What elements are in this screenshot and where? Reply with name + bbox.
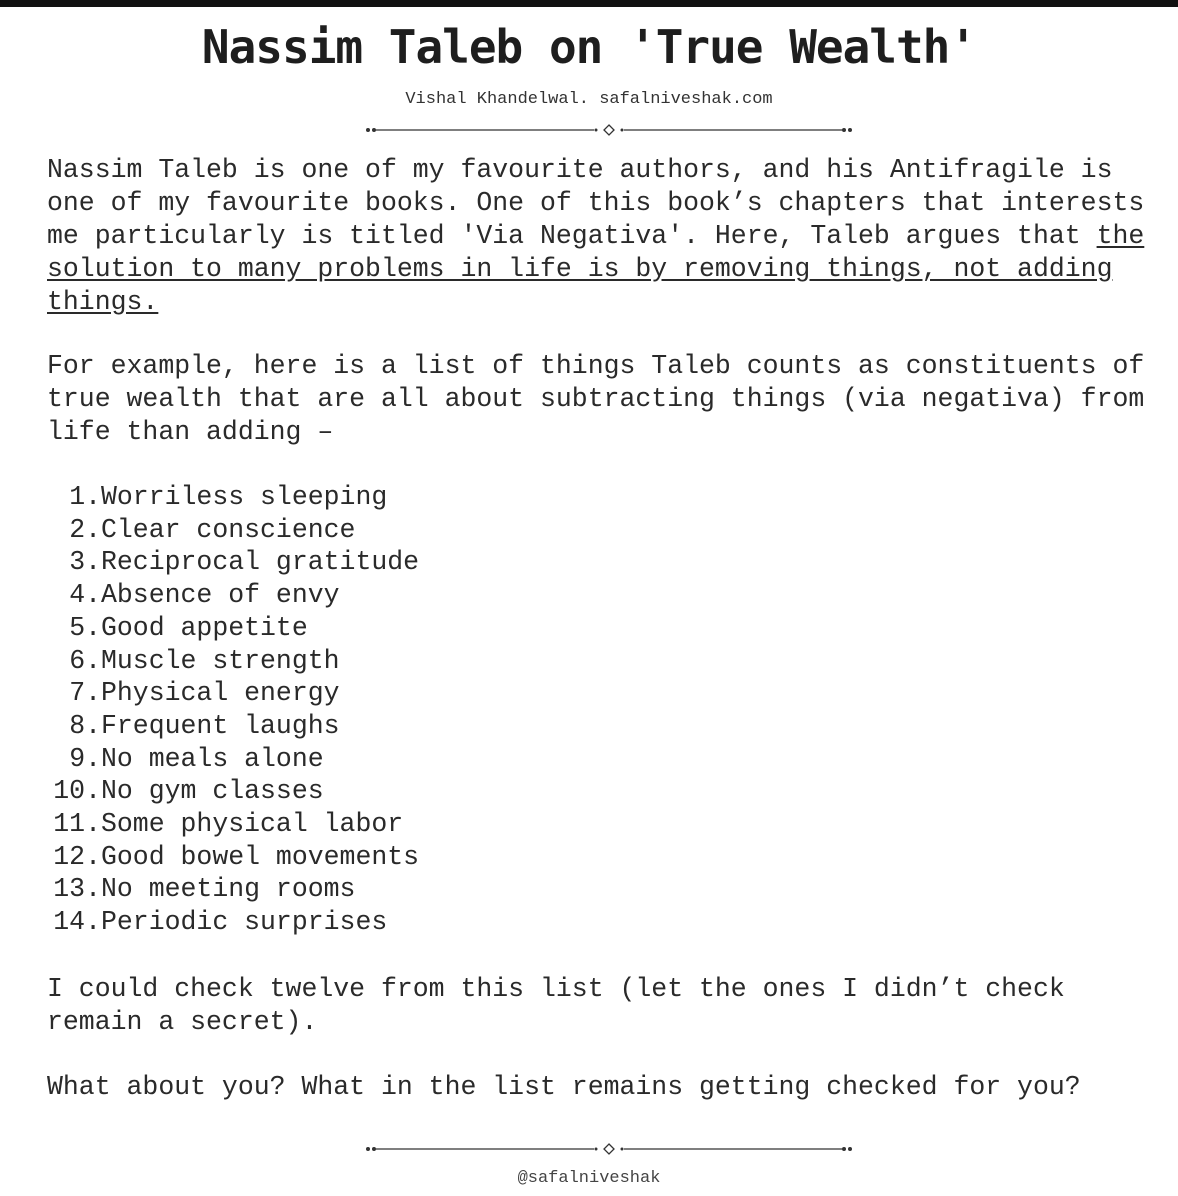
list-number: 5. [69, 612, 101, 643]
list-text: Absence of envy [101, 580, 340, 611]
list-number: 13. [53, 874, 101, 905]
list-number: 8. [69, 710, 101, 741]
list-text: Frequent laughs [101, 710, 340, 741]
list-number: 12. [53, 841, 101, 872]
list-item [47, 808, 419, 841]
list-number: 6. [69, 645, 101, 676]
list-number: 11. [53, 809, 101, 840]
closing-paragraph: I could check twelve from this list (let the ones I didn’t check remain a secret). [47, 974, 1065, 1037]
byline: Vishal Khandelwal. safalniveshak.com [405, 90, 773, 109]
list-text: Muscle strength [101, 645, 340, 676]
page-title: Nassim Taleb on 'True Wealth' [201, 20, 977, 74]
list-item [47, 677, 419, 710]
list-item [47, 546, 419, 579]
intro-text: Nassim Taleb is one of my favourite authors, and his Antifragile is one of my favourite books. One of this book’s chapters that interests me particularly is titled 'Via Negativa'. Here, Taleb argues that [47, 155, 1145, 251]
question-paragraph: What about you? What in the list remains getting checked for you? [47, 1072, 1081, 1102]
list-item [47, 645, 419, 678]
list-number: 1. [69, 482, 101, 512]
list-text: Worriless sleeping [101, 482, 388, 512]
list-text: Good bowel movements [101, 841, 420, 872]
list-text: Periodic surprises [101, 907, 388, 938]
ornament-divider-top [364, 124, 854, 136]
list-number: 14. [53, 907, 101, 938]
list-item [47, 514, 419, 547]
list-number: 9. [69, 743, 101, 774]
list-item [47, 612, 419, 645]
list-item [47, 579, 419, 612]
list-item [47, 481, 419, 514]
intro-paragraph [47, 154, 1172, 319]
list-number: 7. [69, 678, 101, 709]
list-number: 4. [69, 580, 101, 611]
top-border [0, 0, 1178, 7]
list-item [47, 743, 419, 776]
list-text: Physical energy [101, 678, 340, 709]
ornament-divider-bottom [364, 1143, 854, 1155]
list-item [47, 841, 419, 874]
intro-underlined-text: the solution to many problems in life is by removing things, not adding things. [47, 221, 1145, 317]
list-number: 3. [69, 547, 101, 578]
list-text: Some physical labor [101, 809, 404, 840]
list-item [47, 873, 419, 906]
list-text: No meals alone [101, 743, 324, 774]
list-item [47, 775, 419, 808]
lead-in-paragraph: For example, here is a list of things Taleb counts as constituents of true wealth that are all about subtracting things (via negativa) from life than adding – [47, 351, 1145, 447]
list-text: No gym classes [101, 776, 324, 807]
list-number: 2. [69, 514, 101, 545]
quote-card [0, 7, 1178, 1196]
list-item [47, 710, 419, 743]
social-handle: @safalniveshak [517, 1169, 661, 1188]
list-item [47, 906, 419, 939]
list-text: Reciprocal gratitude [101, 547, 420, 578]
list-text: Good appetite [101, 612, 308, 643]
list-number: 10. [53, 776, 101, 807]
list-text: Clear conscience [101, 514, 356, 545]
list-text: No meeting rooms [101, 874, 356, 905]
wealth-list [47, 481, 419, 939]
